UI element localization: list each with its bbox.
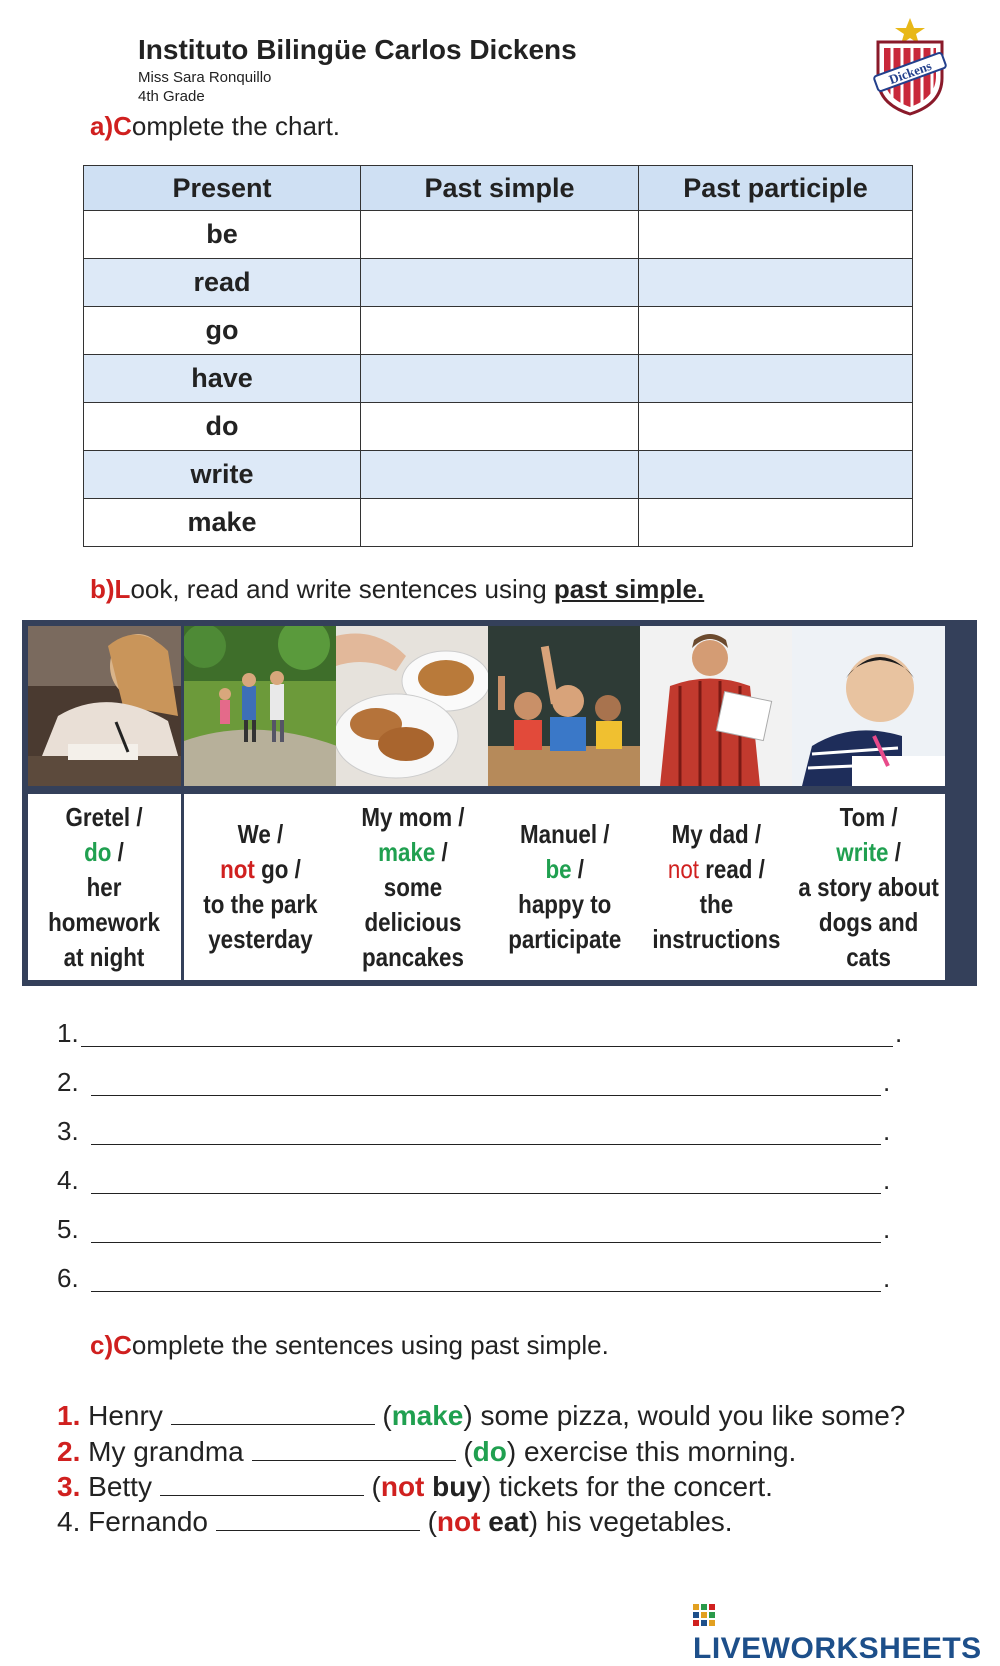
prompt-card-1: Gretel / do / her homework at night [28,794,181,980]
table-row [84,259,913,307]
past-participle-answer[interactable] [639,259,913,307]
sentence-4-blank[interactable] [216,1508,420,1531]
col-header-past-participle: Past participle [639,166,913,211]
table-row [84,307,913,355]
past-participle-answer[interactable] [639,307,913,355]
answer-line-4[interactable]: 4. . [57,1165,891,1195]
grade-label: 4th Grade [138,88,205,105]
past-participle-answer[interactable] [639,211,913,259]
sentence-3-blank[interactable] [160,1473,364,1496]
verb-cell: go [84,307,361,355]
past-simple-answer[interactable] [361,355,639,403]
picture-girl-doing-homework [28,626,181,786]
past-simple-answer[interactable] [361,307,639,355]
prompt-card-3: My mom / make / some delicious pancakes [336,794,489,980]
verb-cell: do [84,403,361,451]
answer-line-5[interactable]: 5. . [57,1214,891,1244]
past-simple-answer[interactable] [361,499,639,547]
past-participle-answer[interactable] [639,451,913,499]
table-row [84,403,913,451]
sentence-3: 3. Betty (not buy) tickets for the concert. [57,1471,773,1502]
past-simple-answer[interactable] [361,403,639,451]
grid-logo-icon [693,1604,715,1626]
prompt-card-6: Tom / write / a story about dogs and cats [792,794,945,980]
sentence-2: 2. My grandma (do) exercise this morning. [57,1436,797,1467]
answer-line-1[interactable]: 1. . [57,1018,903,1048]
school-name: Instituto Bilingüe Carlos Dickens [138,34,577,65]
table-row [84,211,913,259]
verb-cell: write [84,451,361,499]
sentence-1-blank[interactable] [171,1402,375,1425]
section-a-title: a)Complete the chart. [90,111,341,141]
col-header-present: Present [84,166,361,211]
prompt-card-2: We / not go / to the park yesterday [184,794,337,980]
picture-boy-writing [792,626,945,786]
picture-family-park [184,626,337,786]
section-b-title: b)Look, read and write sentences using past simple. [90,574,705,604]
sentence-2-blank[interactable] [252,1438,456,1461]
col-header-past-simple: Past simple [361,166,639,211]
past-simple-answer[interactable] [361,259,639,307]
verb-cell: have [84,355,361,403]
past-simple-answer[interactable] [361,211,639,259]
prompt-card-5: My dad / not read / the instructions [640,794,793,980]
past-participle-answer[interactable] [639,355,913,403]
sentence-1: 1. Henry (make) some pizza, would you like some? [57,1400,906,1431]
liveworksheets-brand: LIVEWORKSHEETS [693,1598,1000,1666]
table-row [84,499,913,547]
section-c-title: c)Complete the sentences using past simple. [90,1330,609,1360]
teacher-name: Miss Sara Ronquillo [138,69,272,86]
answer-line-3[interactable]: 3. . [57,1116,891,1146]
past-participle-answer[interactable] [639,499,913,547]
verb-cell: make [84,499,361,547]
table-row [84,355,913,403]
picture-pancakes [336,626,489,786]
picture-dad-reading [640,626,793,786]
verb-chart [83,165,913,547]
sentence-4: 4. Fernando (not eat) his vegetables. [57,1506,733,1537]
logo-text: Dickens [886,57,934,88]
school-crest-logo [870,18,950,116]
past-participle-answer[interactable] [639,403,913,451]
past-simple-answer[interactable] [361,451,639,499]
answer-line-2[interactable]: 2. . [57,1067,891,1097]
prompt-card-4: Manuel / be / happy to participate [488,794,641,980]
answer-line-6[interactable]: 6. . [57,1263,891,1293]
verb-cell: read [84,259,361,307]
picture-prompt-grid [22,620,977,986]
verb-cell: be [84,211,361,259]
table-row [84,451,913,499]
picture-classroom-participation [488,626,641,786]
